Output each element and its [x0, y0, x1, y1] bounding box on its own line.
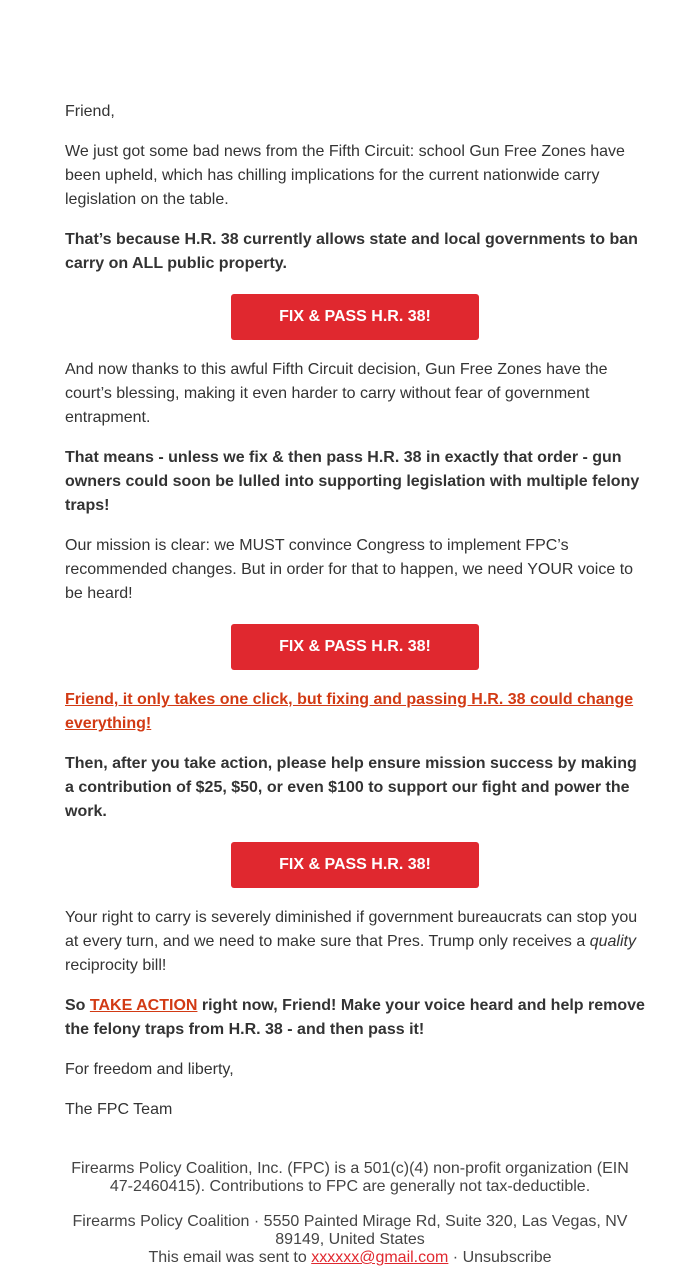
- text-segment: Your right to carry is severely diminished if government bureaucrats can stop you at every turn, and we need to make sure that Pres. Trump only receives a: [65, 909, 638, 950]
- cta-container-2: [65, 624, 645, 670]
- signature: The FPC Team: [65, 1101, 173, 1118]
- text-segment: right now, Friend! Make your voice heard and help remove the felony traps from H.R. 38 - and then pass it!: [65, 997, 645, 1038]
- disclaimer-text: Firearms Policy Coalition, Inc. (FPC) is a 501(c)(4) non-profit organization (EIN 47-2460415). Contributions to FPC are generally not tax-deductible.: [71, 1160, 629, 1195]
- email-body: [65, 100, 645, 1122]
- cta-container-1: [65, 294, 645, 340]
- sent-to-prefix: This email was sent to: [148, 1249, 312, 1266]
- footer-disclaimer: [0, 1160, 700, 1196]
- fix-pass-hr38-button-2[interactable]: FIX & PASS H.R. 38!: [231, 624, 479, 670]
- separator: ·: [249, 1213, 264, 1230]
- text-segment: reciprocity bill!: [65, 957, 167, 974]
- fix-pass-hr38-button-3[interactable]: FIX & PASS H.R. 38!: [231, 842, 479, 888]
- italic-quality: quality: [589, 933, 636, 950]
- paragraph-contribution: Then, after you take action, please help ensure mission success by making a contribution of $25, $50, or even $100 to support our fight and power the work.: [65, 755, 637, 820]
- footer-address-block: [0, 1213, 700, 1267]
- unsubscribe-link[interactable]: Unsubscribe: [462, 1249, 552, 1266]
- paragraph-hr38-problem: That’s because H.R. 38 currently allows state and local governments to ban carry on ALL public property.: [65, 231, 638, 272]
- recipient-email-link[interactable]: xxxxxx@gmail.com: [311, 1249, 449, 1266]
- footer-sent-to: [0, 1249, 700, 1267]
- paragraph-mission: Our mission is clear: we MUST convince Congress to implement FPC’s recommended changes. But in order for that to happen, we need YOUR voice to be heard!: [65, 537, 634, 602]
- text-segment: So: [65, 997, 90, 1014]
- footer-address: [60, 1213, 640, 1249]
- separator: ·: [448, 1249, 463, 1266]
- paragraph-right-to-carry: [65, 906, 645, 978]
- closing-line: For freedom and liberty,: [65, 1061, 234, 1078]
- paragraph-one-click: [65, 688, 645, 736]
- fix-pass-hr38-button-1[interactable]: FIX & PASS H.R. 38!: [231, 294, 479, 340]
- paragraph-take-action: [65, 994, 645, 1042]
- postal-address: 5550 Painted Mirage Rd, Suite 320, Las Vegas, NV 89149, United States: [263, 1213, 628, 1248]
- cta-container-3: [65, 842, 645, 888]
- org-name: Firearms Policy Coalition: [72, 1213, 250, 1230]
- take-action-link[interactable]: TAKE ACTION: [89, 997, 198, 1014]
- one-click-link[interactable]: Friend, it only takes one click, but fixing and passing H.R. 38 could change everything!: [65, 691, 634, 732]
- greeting: Friend,: [65, 103, 115, 120]
- paragraph-fifth-circuit-news: We just got some bad news from the Fifth Circuit: school Gun Free Zones have been upheld, which has chilling implications for the current nationwide carry legislation on the table.: [65, 143, 625, 208]
- paragraph-court-blessing: And now thanks to this awful Fifth Circuit decision, Gun Free Zones have the court’s blessing, making it even harder to carry without fear of government entrapment.: [65, 361, 608, 426]
- paragraph-felony-traps: That means - unless we fix & then pass H.R. 38 in exactly that order - gun owners could soon be lulled into supporting legislation with multiple felony traps!: [65, 449, 640, 514]
